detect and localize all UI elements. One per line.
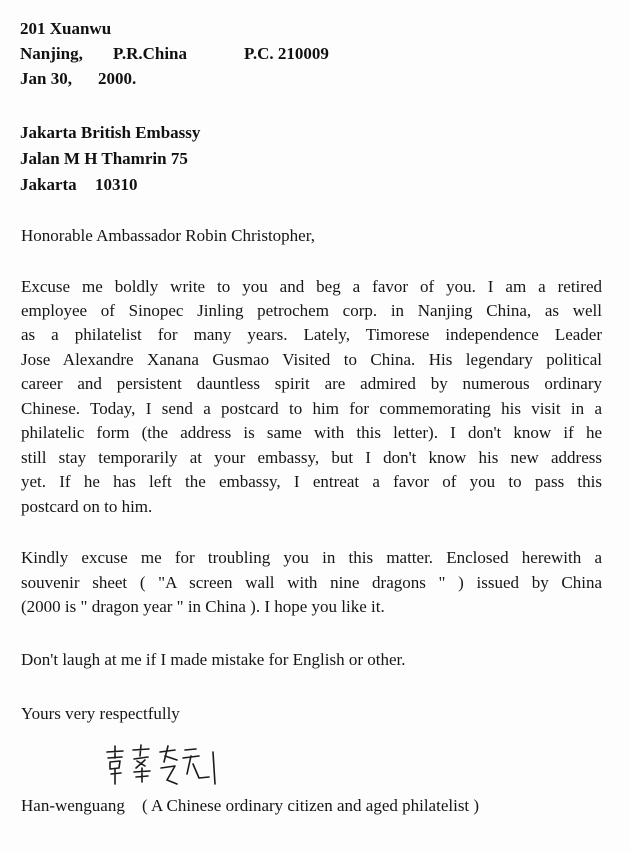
closing: Yours very respectfully [21, 704, 180, 723]
paragraph-line: postcard on to him. [21, 497, 153, 516]
paragraph-line: still stay temporarily at your embassy, but I don't know his new address [21, 448, 602, 467]
signature-note: ( A Chinese ordinary citizen and aged philatelist ) [142, 796, 480, 815]
recipient-line1: Jakarta British Embassy [20, 123, 201, 142]
sender-city: Nanjing, [20, 44, 83, 63]
paragraph-line: career and persistent dauntless spirit are admired by numerous ordinary [21, 374, 602, 393]
letter-date-year: 2000. [98, 69, 137, 88]
paragraph-line: souvenir sheet ( "A screen wall with nine dragons " ) issued by China [21, 573, 602, 592]
paragraph-line: Kindly excuse me for troubling you in this matter. Enclosed herewith a [21, 548, 602, 567]
recipient-postcode: 10310 [95, 175, 138, 194]
sender-postcode: P.C. 210009 [244, 44, 329, 63]
paragraph-line: employee of Sinopec Jinling petrochem corp. in Nanjing China, as well [21, 301, 602, 320]
handwritten-signature [103, 744, 223, 794]
signature-name: Han-wenguang [21, 796, 125, 815]
recipient-city: Jakarta [20, 175, 77, 194]
paragraph-line: philatelic form (the address is same with this letter). I don't know if he [21, 423, 602, 442]
paragraph-line: Excuse me boldly write to you and beg a favor of you. I am a retired [21, 277, 602, 296]
sender-country: P.R.China [113, 44, 188, 63]
recipient-line2: Jalan M H Thamrin 75 [20, 149, 188, 168]
letter-date-day: Jan 30, [20, 69, 72, 88]
salutation: Honorable Ambassador Robin Christopher, [21, 226, 315, 245]
sender-street: 201 Xuanwu [20, 19, 112, 38]
paragraph-line: Chinese. Today, I send a postcard to him for commemorating his visit in a [21, 399, 602, 418]
paragraph-line: as a philatelist for many years. Lately, Timorese independence Leader [21, 325, 602, 344]
paragraph-line: (2000 is " dragon year " in China ). I hope you like it. [21, 597, 385, 616]
paragraph-line: yet. If he has left the embassy, I entreat a favor of you to pass this [21, 472, 602, 491]
paragraph-line: Jose Alexandre Xanana Gusmao Visited to China. His legendary political [21, 350, 602, 369]
paragraph-3: Don't laugh at me if I made mistake for English or other. [21, 650, 406, 669]
